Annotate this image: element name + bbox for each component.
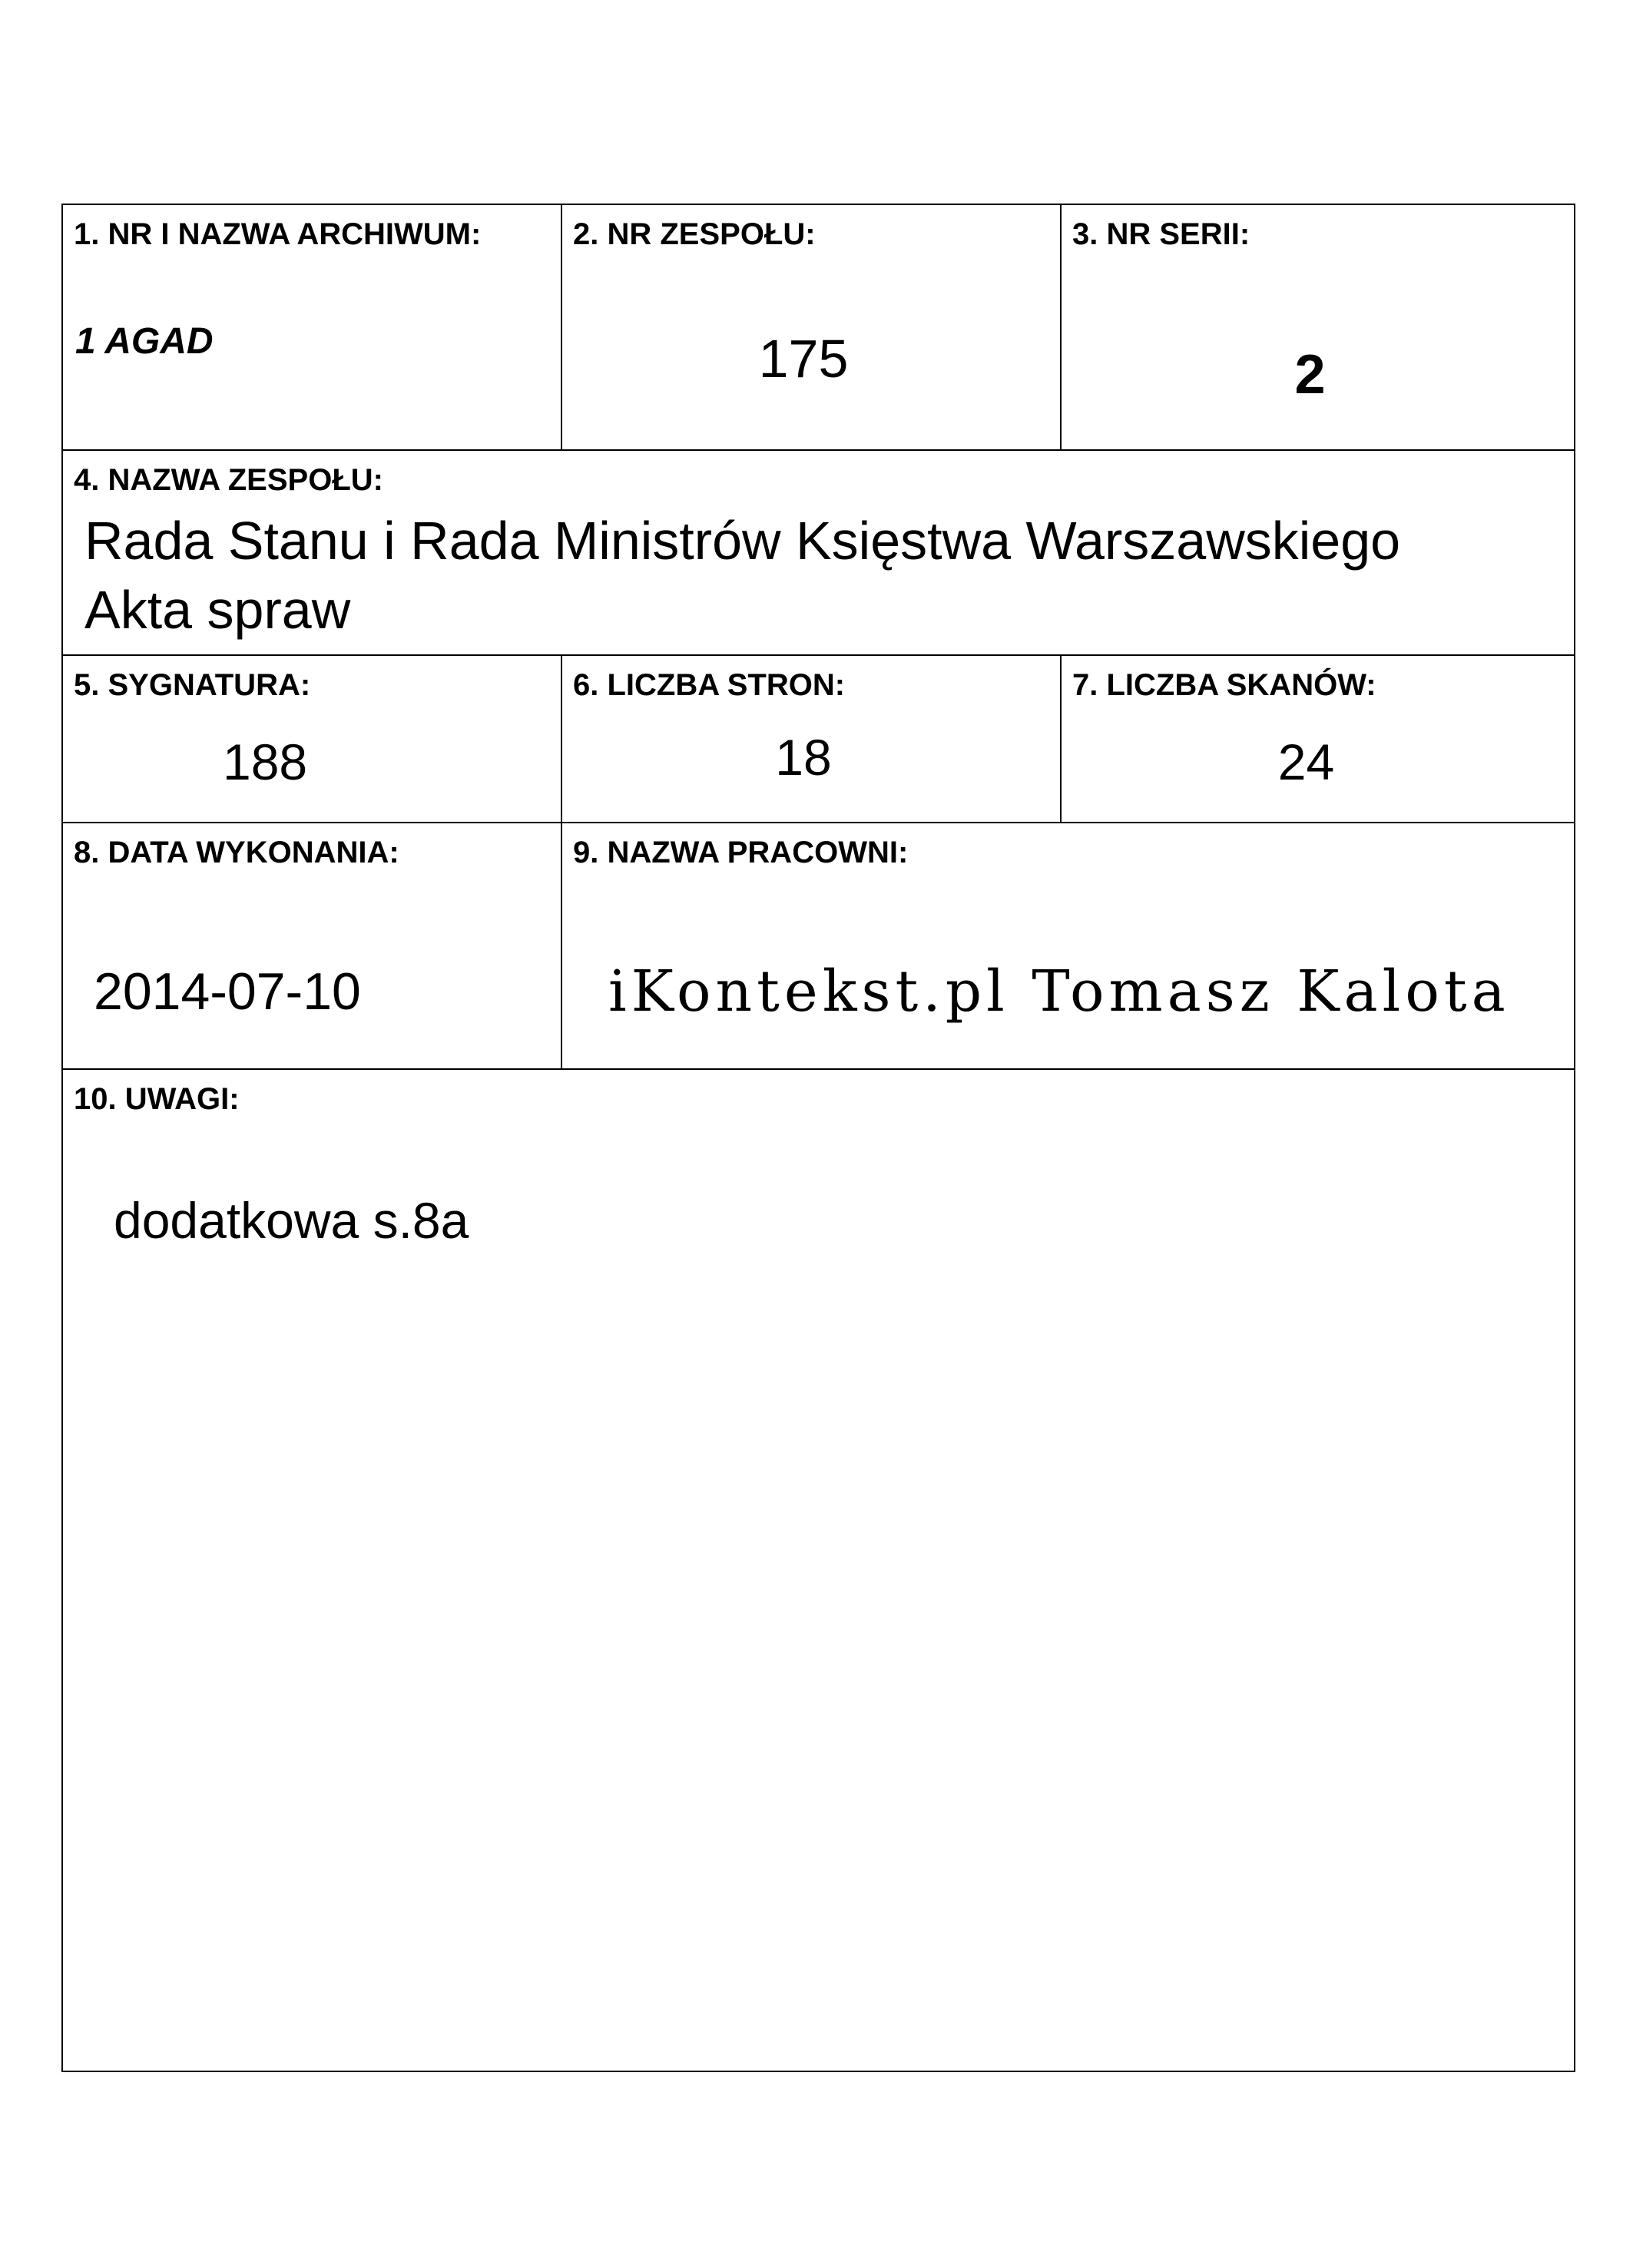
form-row-5 [63, 1070, 1574, 2071]
signature-cell [63, 656, 562, 822]
scan-count-value: 24 [1277, 733, 1335, 790]
fond-name-line-1: Rada Stanu i Rada Ministrów Księstwa Warszawskiego [84, 511, 1401, 571]
scan-count-cell [1062, 656, 1574, 822]
series-number-value: 2 [1294, 344, 1326, 406]
form-row-4 [63, 823, 1574, 1070]
metadata-form [61, 204, 1575, 2072]
date-label: 8. DATA WYKONANIA: [74, 836, 399, 869]
signature-value: 188 [223, 733, 308, 790]
scan-count-label: 7. LICZBA SKANÓW: [1072, 668, 1376, 702]
page-count-label: 6. LICZBA STRON: [573, 668, 846, 702]
notes-label: 10. UWAGI: [74, 1082, 240, 1116]
form-row-3 [63, 656, 1574, 823]
lab-name-cell [562, 823, 1574, 1068]
form-row-1 [63, 205, 1574, 451]
fond-name-label: 4. NAZWA ZESPOŁU: [74, 463, 383, 497]
notes-value: dodatkowa s.8a [114, 1192, 469, 1249]
series-number-cell [1062, 205, 1574, 449]
notes-cell [63, 1070, 1574, 2071]
lab-name-label: 9. NAZWA PRACOWNI: [573, 836, 909, 869]
fond-number-label: 2. NR ZESPOŁU: [573, 217, 816, 251]
fond-name-line-2: Akta spraw [84, 580, 351, 640]
form-row-2 [63, 451, 1574, 656]
date-cell [63, 823, 562, 1068]
fond-name-value [84, 506, 1559, 644]
page-count-cell [562, 656, 1062, 822]
signature-label: 5. SYGNATURA: [74, 668, 311, 702]
page-count-value: 18 [775, 729, 832, 786]
series-number-label: 3. NR SERII: [1072, 217, 1250, 251]
fond-number-cell [562, 205, 1062, 449]
archive-cell [63, 205, 562, 449]
date-value: 2014-07-10 [94, 962, 361, 1021]
archive-label: 1. NR I NAZWA ARCHIWUM: [74, 217, 482, 251]
lab-name-value: iKontekst.pl Tomasz Kalota [608, 959, 1510, 1025]
fond-number-value: 175 [758, 329, 849, 389]
archive-value: 1 AGAD [75, 321, 214, 362]
